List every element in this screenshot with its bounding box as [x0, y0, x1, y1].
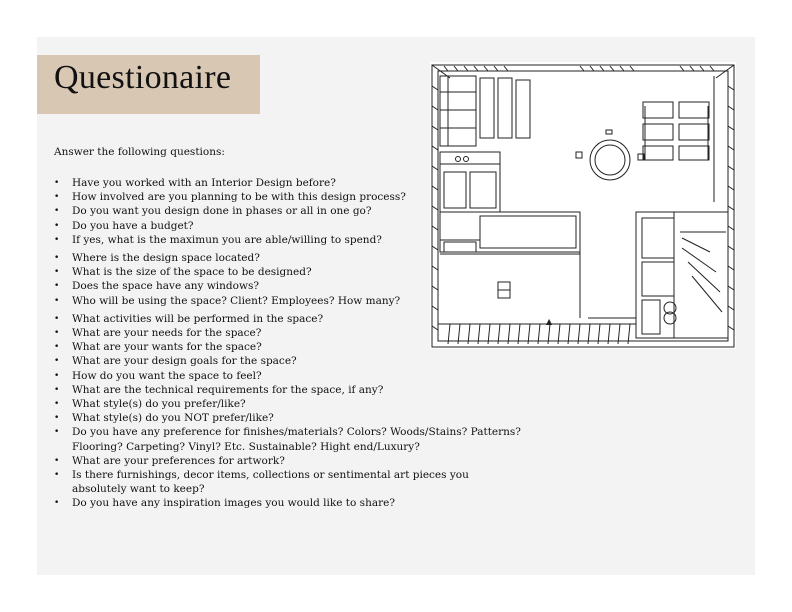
list-item: • What are the technical requirements for the space, if any? — [54, 383, 524, 397]
list-item: • What activities will be performed in the space? — [54, 312, 524, 326]
list-item: • Have you worked with an Interior Design before? — [54, 176, 524, 190]
page-title: Questionaire — [54, 59, 232, 96]
list-item: • Do you have any preference for finishes/materials? Colors? Woods/Stains? Patterns? Flooring? Carpeting? Vinyl? Etc. Sustainable? Hight end/Luxury? — [54, 425, 524, 453]
list-item: • Do you want you design done in phases or all in one go? — [54, 204, 524, 218]
list-item: • Do you have any inspiration images you would like to share? — [54, 496, 524, 510]
list-item: • Is there furnishings, decor items, collections or sentimental art pieces you absolutely want to keep? — [54, 468, 524, 496]
intro-text: Answer the following questions: — [54, 146, 225, 158]
list-item: • What style(s) do you prefer/like? — [54, 397, 524, 411]
title-banner — [37, 55, 260, 114]
list-item: • What style(s) do you NOT prefer/like? — [54, 411, 524, 425]
list-item: • If yes, what is the maximun you are able/willing to spend? — [54, 233, 524, 247]
list-item: • What are your preferences for artwork? — [54, 454, 524, 468]
list-item: • What are your needs for the space? — [54, 326, 524, 340]
list-item: • What is the size of the space to be designed? — [54, 265, 524, 279]
list-item: • How do you want the space to feel? — [54, 369, 524, 383]
list-item: • Who will be using the space? Client? Employees? How many? — [54, 294, 524, 308]
list-item: • Do you have a budget? — [54, 219, 524, 233]
list-item: • Where is the design space located? — [54, 251, 524, 265]
list-item: • Does the space have any windows? — [54, 279, 524, 293]
floor-plan-sketch — [430, 62, 736, 349]
floor-plan-drawing — [430, 62, 736, 349]
list-item: • How involved are you planning to be with this design process? — [54, 190, 524, 204]
list-item: • What are your wants for the space? — [54, 340, 524, 354]
svg-text:▲: ▲ — [546, 317, 553, 326]
list-item: • What are your design goals for the space? — [54, 354, 524, 368]
